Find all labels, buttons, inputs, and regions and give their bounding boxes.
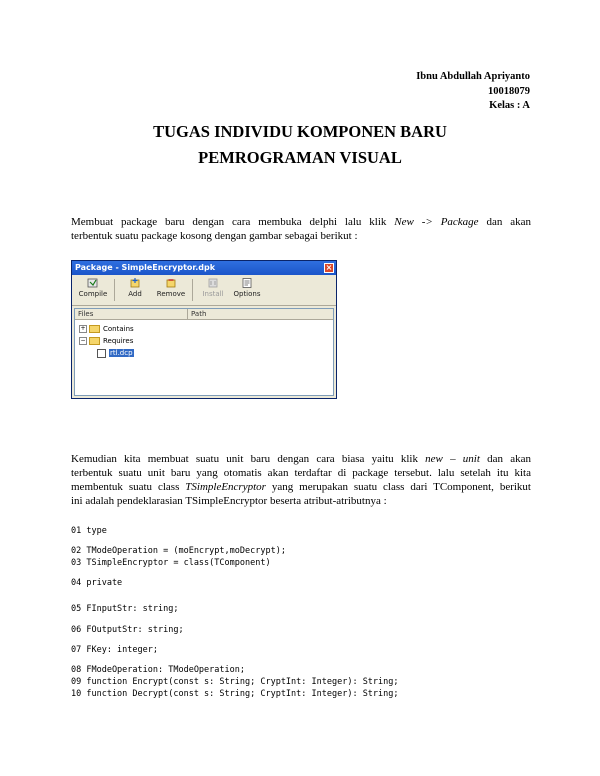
add-button[interactable]: Add [118, 277, 152, 298]
code-line: 03 TSimpleEncryptor = class(TComponent) [71, 558, 271, 568]
unit-paragraph: Kemudian kita membuat suatu unit baru dengan cara biasa yaitu klik new – unit dan akan terbentuk suatu unit baru yang otomatis akan terdaftar di package tersebut. lalu setelah itu kita membentuk suatu class TSimpleEncryptor yang merupakan suatu class dari TComponent, berikut ini adalah pendeklarasian TSimpleEncryptor beserta atribut-atributnya : [71, 453, 531, 507]
menu-path: New -> Package [394, 216, 479, 228]
code-line: 02 TModeOperation = (moEncrypt,moDecrypt); [71, 546, 286, 556]
close-button[interactable]: × [325, 263, 333, 272]
remove-button[interactable]: Remove [154, 277, 188, 298]
install-button[interactable]: Install [196, 277, 230, 298]
collapse-icon[interactable]: − [80, 337, 86, 344]
remove-icon [165, 277, 177, 289]
menu-path: new – unit [425, 453, 480, 465]
document-title [0, 119, 600, 171]
code-line: 07 FKey: integer; [71, 645, 158, 655]
student-id: 10018079 [488, 85, 530, 97]
tree-node-requires[interactable]: − Requires [80, 337, 134, 345]
code-line: 10 function Decrypt(const s: String; CryptInt: Integer): String; [71, 689, 399, 699]
code-line: 04 private [71, 578, 123, 588]
title-line-2: PEMROGRAMAN VISUAL [198, 148, 402, 167]
author-name: Ibnu Abdullah Apriyanto [416, 71, 530, 82]
code-line: 06 FOutputStr: string; [71, 625, 184, 635]
compile-icon [87, 277, 99, 289]
tree-node-rtl[interactable]: rtl.dcp [79, 347, 134, 359]
options-button[interactable]: Options [230, 277, 264, 298]
window-titlebar [72, 261, 336, 275]
window-title: Package - SimpleEncryptor.dpk [75, 263, 216, 272]
toolbar-separator [192, 279, 193, 301]
add-icon [129, 277, 141, 289]
options-icon [241, 277, 253, 289]
code-line: 09 function Encrypt(const s: String; CryptInt: Integer): String; [71, 677, 399, 687]
tree-node-contains[interactable]: + Contains [80, 325, 134, 333]
title-line-1: TUGAS INDIVIDU KOMPONEN BARU [153, 122, 447, 141]
column-header [75, 309, 333, 320]
expand-icon[interactable]: + [80, 325, 86, 332]
install-icon [207, 277, 219, 289]
code-line: 05 FInputStr: string; [71, 604, 179, 614]
intro-paragraph: Membuat package baru dengan cara membuka delphi lalu klik New -> Package dan akan terbentuk suatu package kosong dengan gambar sebagai berikut : [71, 216, 531, 242]
package-tree-pane [74, 308, 334, 396]
files-column-header[interactable]: Files [78, 310, 94, 318]
class-label: Kelas : A [489, 100, 530, 111]
package-tree [79, 323, 134, 359]
package-file-icon [97, 349, 106, 358]
package-toolbar [72, 275, 336, 306]
folder-icon [89, 325, 100, 333]
author-info [416, 70, 530, 114]
code-line: 08 FModeOperation: TModeOperation; [71, 665, 245, 675]
folder-icon [89, 337, 100, 345]
code-line: 01 type [71, 526, 107, 536]
path-column-header[interactable]: Path [191, 310, 207, 318]
compile-button[interactable]: Compile [76, 277, 110, 298]
package-window-screenshot [71, 260, 337, 399]
class-name: TSimpleEncryptor [185, 481, 266, 493]
toolbar-separator [114, 279, 115, 301]
